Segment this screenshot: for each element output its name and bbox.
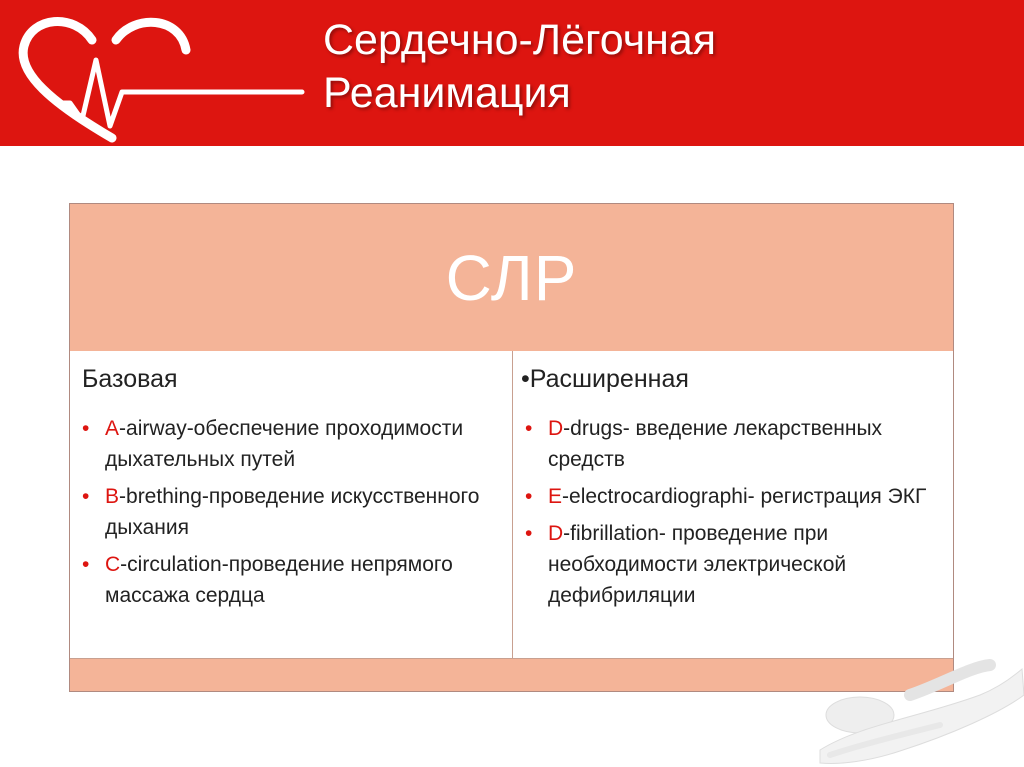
item-letter: B: [105, 485, 120, 508]
item-text: -airway-обеспечение проходимости дыхательных путей: [105, 417, 464, 471]
extended-list: [525, 413, 945, 617]
header-bar: [0, 0, 1024, 146]
item-text: -fibrillation- проведение при необходимости электрической дефибриляции: [548, 522, 847, 607]
item-letter: C: [105, 553, 121, 576]
heart-pulse-icon: [12, 8, 312, 143]
basic-list: [82, 413, 502, 617]
table-header-cell: [70, 204, 953, 351]
basic-column: [70, 351, 512, 658]
item-text: -circulation-проведение непрямого массажа сердца: [105, 553, 453, 607]
item-text: -brething-проведение искусственного дыхания: [105, 485, 480, 539]
list-item: [82, 413, 502, 475]
cpr-table: [69, 203, 954, 692]
extended-column: [512, 351, 953, 658]
list-item: [525, 413, 945, 475]
item-letter: D: [548, 522, 564, 545]
title-line-1: Сердечно-Лёгочная: [323, 16, 717, 64]
lying-patient-figure-icon: [800, 655, 1024, 767]
item-text: -drugs- введение лекарственных средств: [548, 417, 883, 471]
list-item: [525, 518, 945, 611]
list-item: [82, 481, 502, 543]
title-line-2: Реанимация: [323, 69, 571, 117]
table-header-text: СЛР: [445, 241, 578, 314]
basic-heading: Базовая: [82, 365, 178, 393]
item-text: -electrocardiographi- регистрация ЭКГ: [562, 485, 927, 508]
list-item: [525, 481, 945, 512]
item-letter: A: [105, 417, 120, 440]
item-letter: E: [548, 485, 563, 508]
page-title: [323, 14, 716, 120]
list-item: [82, 549, 502, 611]
extended-heading: •Расширенная: [521, 365, 689, 393]
item-letter: D: [548, 417, 564, 440]
